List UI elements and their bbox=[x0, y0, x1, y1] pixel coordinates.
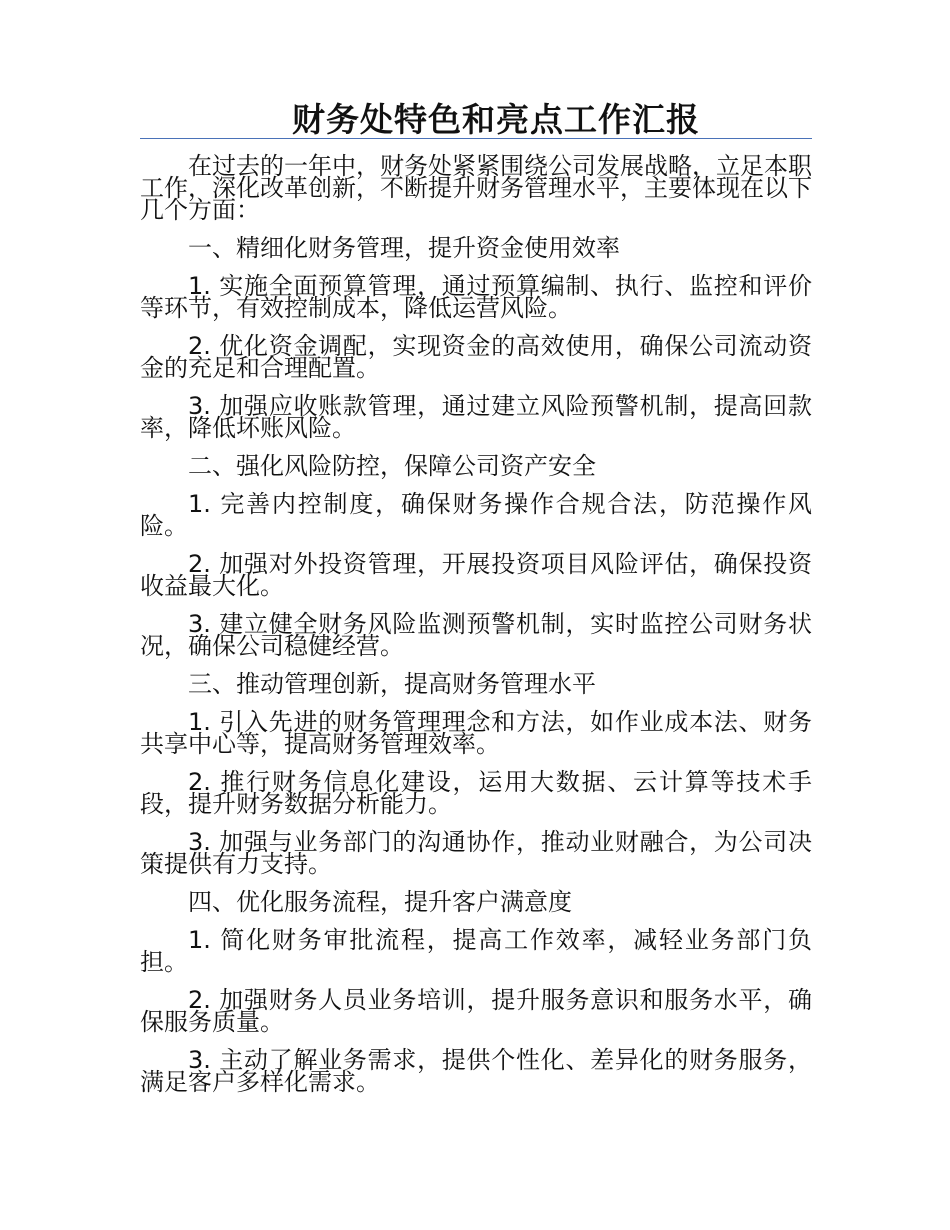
section-1-item-3: 3. 加强应收账款管理，通过建立风险预警机制，提高回款率，降低坏账风险。 bbox=[140, 392, 812, 442]
document-title: 财务处特色和亮点工作汇报 bbox=[292, 100, 700, 139]
section-1-item-2: 2. 优化资金调配，实现资金的高效使用，确保公司流动资金的充足和合理配置。 bbox=[140, 332, 812, 382]
section-3-item-1: 1. 引入先进的财务管理理念和方法，如作业成本法、财务共享中心等，提高财务管理效率。 bbox=[140, 708, 812, 758]
section-4-item-1: 1. 简化财务审批流程，提高工作效率，减轻业务部门负担。 bbox=[140, 926, 812, 976]
section-4-heading: 四、优化服务流程，提升客户满意度 bbox=[188, 888, 572, 916]
section-3-item-3: 3. 加强与业务部门的沟通协作，推动业财融合，为公司决策提供有力支持。 bbox=[140, 828, 812, 878]
document-page bbox=[140, 100, 812, 1109]
section-1-item-1: 1. 实施全面预算管理，通过预算编制、执行、监控和评价等环节，有效控制成本，降低运营风险。 bbox=[140, 272, 812, 322]
section-3-item-2: 2. 推行财务信息化建设，运用大数据、云计算等技术手段，提升财务数据分析能力。 bbox=[140, 768, 812, 818]
section-2-item-1: 1. 完善内控制度，确保财务操作合规合法，防范操作风险。 bbox=[140, 490, 812, 540]
section-1-heading: 一、精细化财务管理，提升资金使用效率 bbox=[188, 234, 620, 262]
section-4-item-2: 2. 加强财务人员业务培训，提升服务意识和服务水平，确保服务质量。 bbox=[140, 986, 812, 1036]
section-2-item-2: 2. 加强对外投资管理，开展投资项目风险评估，确保投资收益最大化。 bbox=[140, 550, 812, 600]
intro-paragraph: 在过去的一年中，财务处紧紧围绕公司发展战略，立足本职工作，深化改革创新，不断提升财务管理水平，主要体现在以下几个方面： bbox=[140, 152, 812, 224]
section-2-heading: 二、强化风险防控，保障公司资产安全 bbox=[188, 452, 596, 480]
section-2-item-3: 3. 建立健全财务风险监测预警机制，实时监控公司财务状况，确保公司稳健经营。 bbox=[140, 610, 812, 660]
section-3-heading: 三、推动管理创新，提高财务管理水平 bbox=[188, 670, 596, 698]
section-4-item-3: 3. 主动了解业务需求，提供个性化、差异化的财务服务，满足客户多样化需求。 bbox=[140, 1046, 812, 1096]
